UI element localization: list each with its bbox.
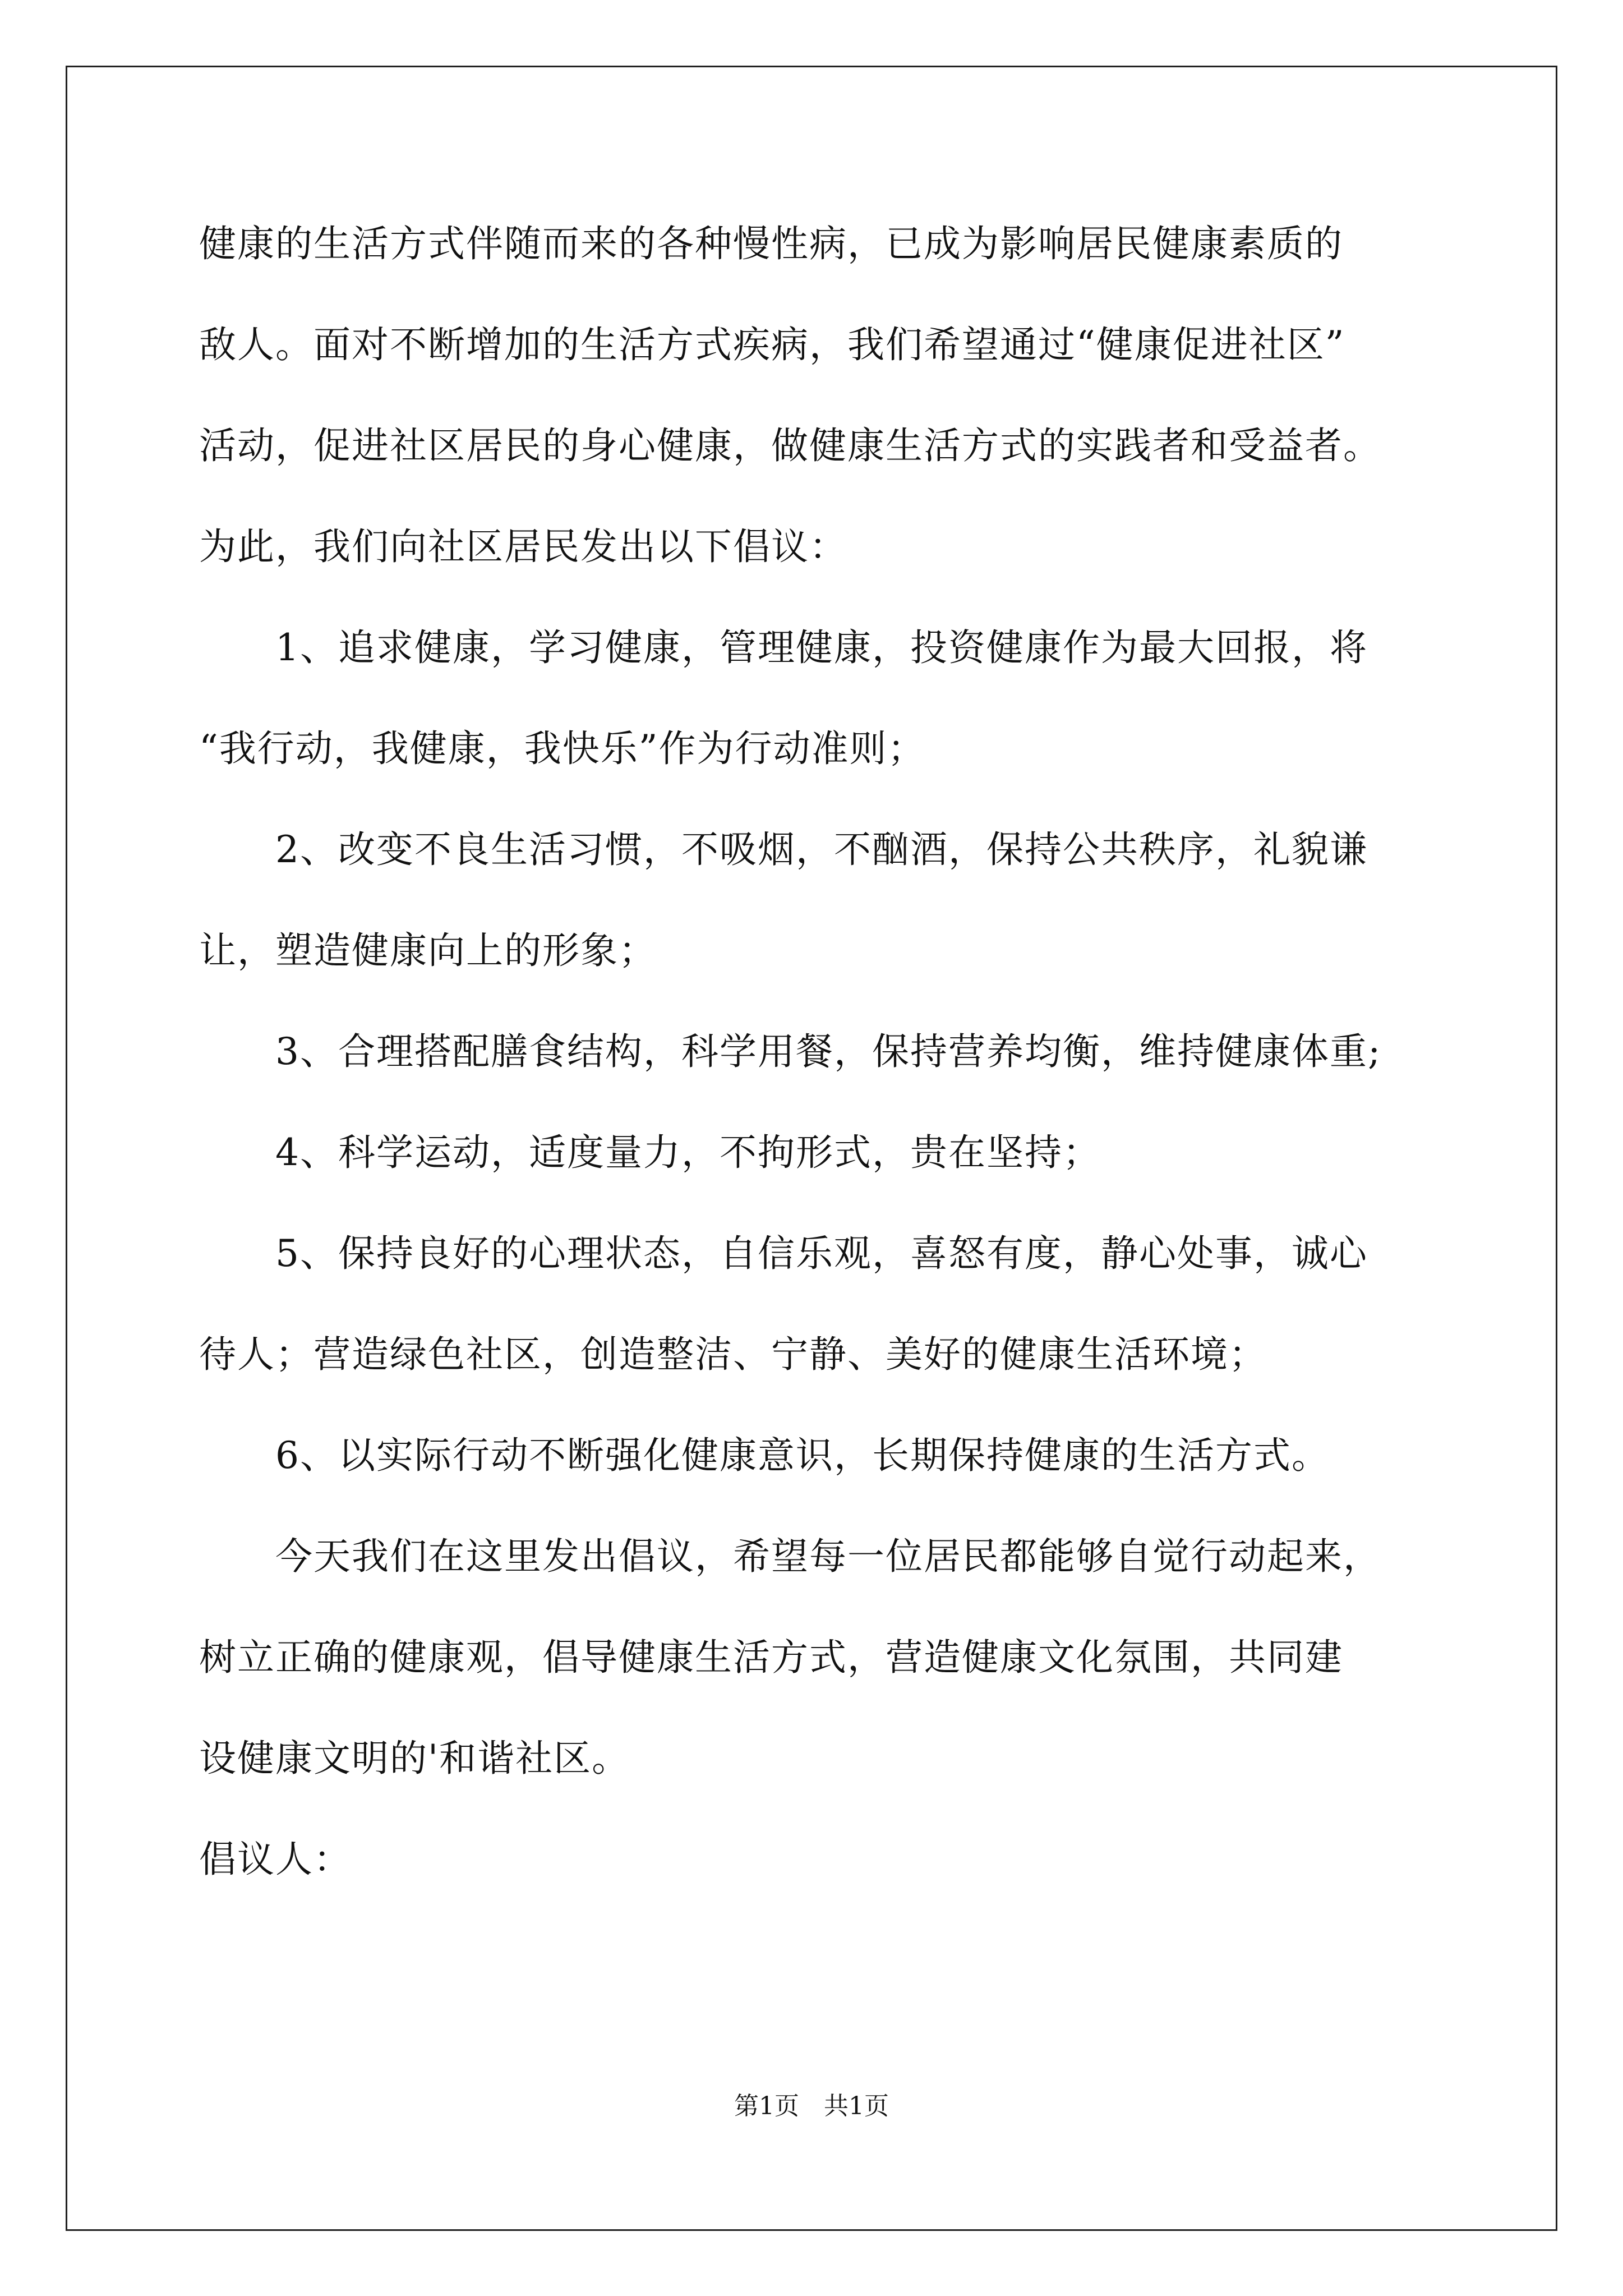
text-line: 树立正确的健康观，倡导健康生活方式，营造健康文化氛围，共同建 [199, 1636, 1343, 1679]
page-number-footer: 第1页 共1页 [734, 2092, 889, 2120]
text-line: 为此，我们向社区居民发出以下倡议： [199, 525, 847, 568]
text-line: 2、改变不良生活习惯，不吸烟，不酗酒，保持公共秩序，礼貌谦 [199, 828, 1368, 871]
text-line: 让，塑造健康向上的形象； [199, 929, 657, 972]
text-line: 6、以实际行动不断强化健康意识，长期保持健康的生活方式。 [199, 1434, 1330, 1477]
text-line: 倡议人： [199, 1838, 352, 1881]
text-line: 敌人。面对不断增加的生活方式疾病，我们希望通过“健康促进社区” [199, 323, 1345, 366]
text-line: 待人；营造绿色社区，创造整洁、宁静、美好的健康生活环境； [199, 1333, 1267, 1376]
text-line: 4、科学运动，适度量力，不拘形式，贵在坚持； [199, 1131, 1101, 1174]
text-line: 今天我们在这里发出倡议，希望每一位居民都能够自觉行动起来， [199, 1535, 1381, 1578]
text-line: 3、合理搭配膳食结构，科学用餐，保持营养均衡，维持健康体重; [199, 1030, 1382, 1073]
text-line: 5、保持良好的心理状态，自信乐观，喜怒有度，静心处事，诚心 [199, 1232, 1368, 1275]
text-line: 1、追求健康，学习健康，管理健康，投资健康作为最大回报，将 [199, 626, 1368, 669]
text-line: 设健康文明的'和谐社区。 [199, 1737, 630, 1780]
text-line: “我行动，我健康，我快乐”作为行动准则； [199, 727, 926, 770]
text-line: 活动，促进社区居民的身心健康，做健康生活方式的实践者和受益者。 [199, 424, 1381, 467]
text-line: 健康的生活方式伴随而来的各种慢性病，已成为影响居民健康素质的 [199, 222, 1343, 265]
